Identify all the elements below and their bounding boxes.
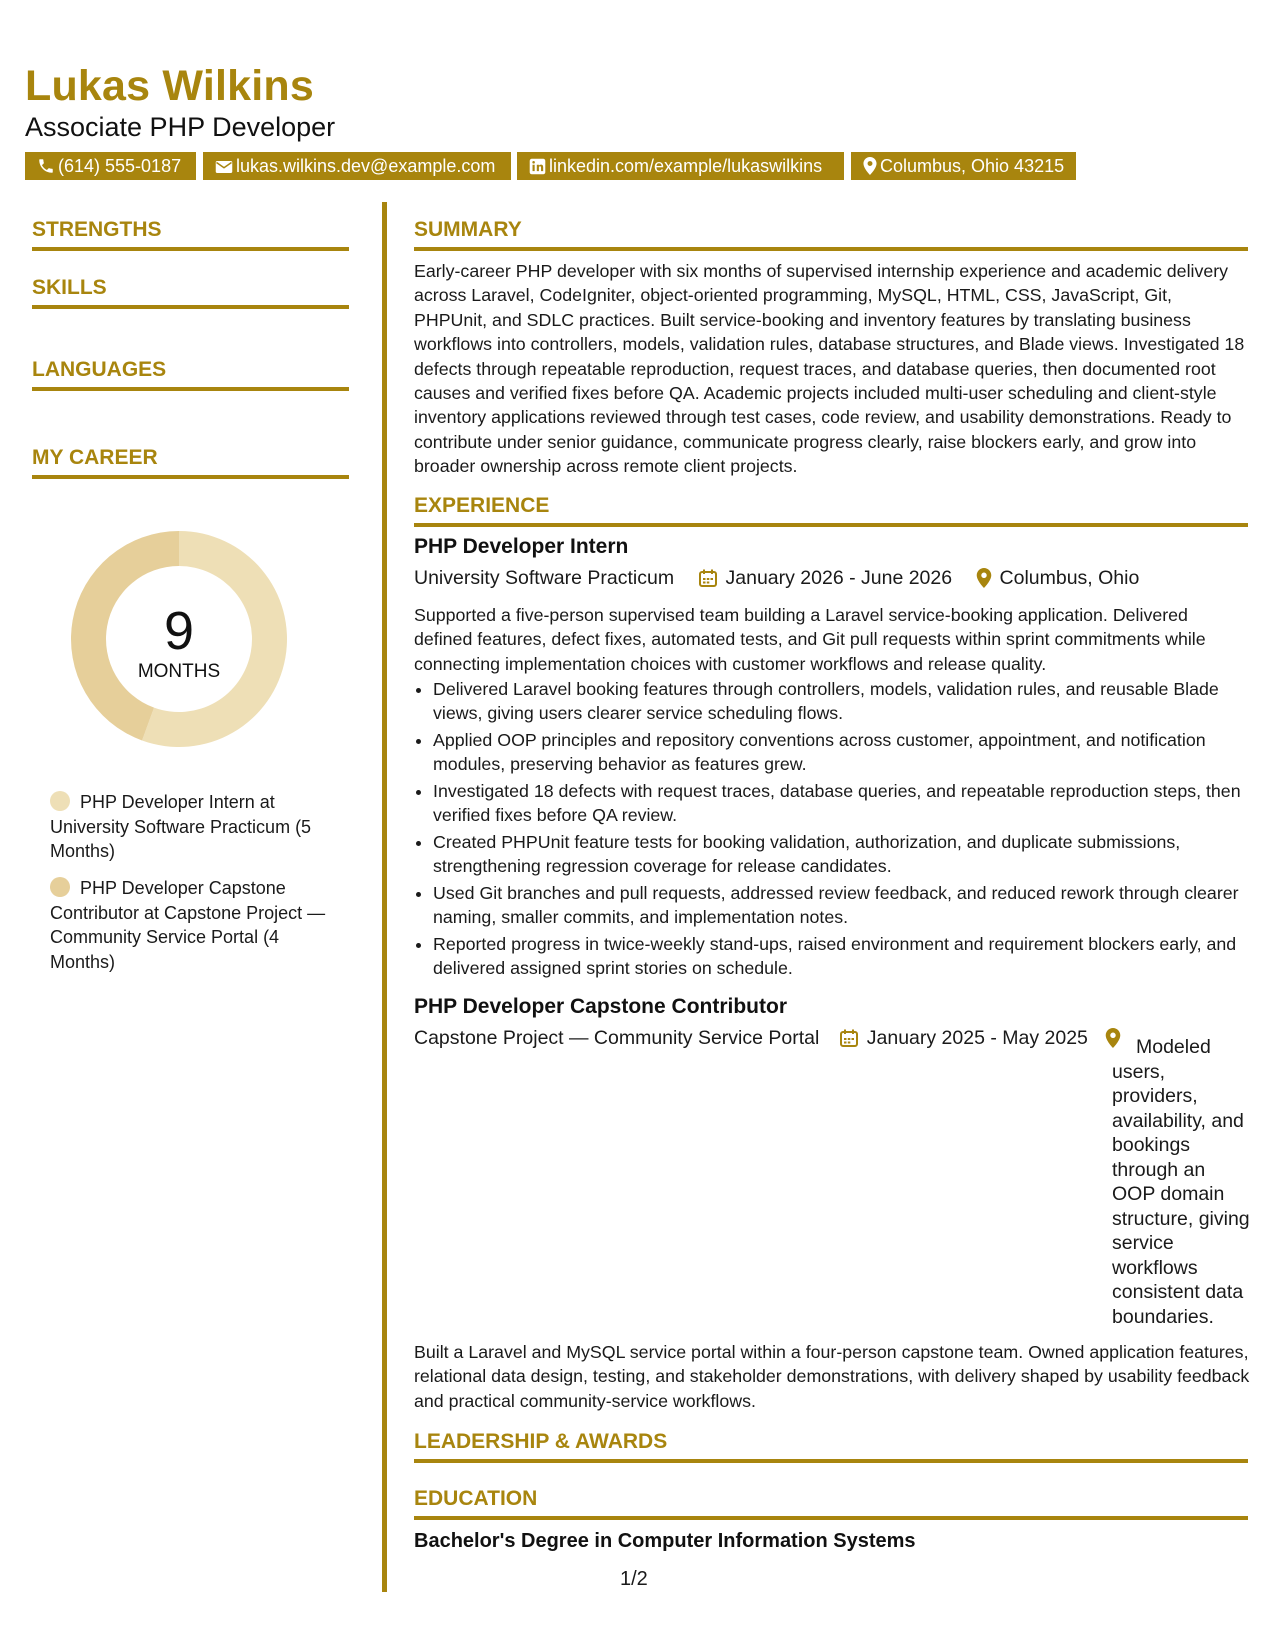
- strengths-heading: STRENGTHS: [32, 218, 349, 251]
- summary-heading: SUMMARY: [414, 218, 1248, 251]
- location-text: Columbus, Ohio 43215: [880, 156, 1065, 176]
- career-heading: MY CAREER: [32, 446, 349, 479]
- job-bullet: • Created PHPUnit feature tests for booking validation, authorization, and duplicate submissions, strengthening regression coverage for release candidates.: [433, 830, 1269, 878]
- job-bullet: • Applied OOP principles and repository conventions across customer, appointment, and notification modules, preserving behavior as features grew.: [433, 728, 1269, 776]
- contact-email[interactable]: [203, 152, 511, 180]
- job-location: Columbus, Ohio: [999, 567, 1140, 589]
- job-bullet: • Reported progress in twice-weekly stand-ups, raised environment and requirement blockers early, and delivered assigned sprint stories on schedule.: [433, 932, 1269, 980]
- linkedin-text: linkedin.com/example/lukaswilkins: [549, 156, 823, 176]
- job-org: University Software Practicum: [414, 567, 675, 589]
- job-title: PHP Developer Capstone Contributor: [414, 995, 787, 1018]
- contact-phone[interactable]: [25, 152, 196, 180]
- education-degree: Bachelor's Degree in Computer Information Systems: [414, 1530, 916, 1552]
- candidate-name: Lukas Wilkins: [25, 62, 314, 110]
- legend-swatch: [50, 877, 70, 897]
- job-title: PHP Developer Intern: [414, 535, 629, 558]
- job-bullet: • Used Git branches and pull requests, addressed review feedback, and reduced rework through clearer naming, smaller commits, and implementation notes.: [433, 881, 1269, 929]
- career-total-value: 9: [163, 601, 195, 661]
- job-dates: January 2026 - June 2026: [725, 567, 953, 589]
- job-meta: [414, 567, 1139, 590]
- job-bullet: • Delivered Laravel booking features through controllers, models, validation rules, and reusable Blade views, giving users clearer service scheduling flows.: [433, 677, 1269, 725]
- email-text: lukas.wilkins.dev@example.com: [236, 156, 496, 176]
- languages-heading: LANGUAGES: [32, 358, 349, 391]
- map-pin-icon: [863, 157, 877, 175]
- map-pin-icon: [976, 568, 992, 588]
- envelope-icon: [215, 159, 233, 175]
- donut-segment-2: [71, 531, 179, 740]
- experience-heading: EXPERIENCE: [414, 494, 1248, 527]
- contact-location[interactable]: [851, 152, 1076, 180]
- career-donut-chart: [65, 525, 293, 753]
- career-legend-item: [50, 876, 330, 974]
- linkedin-icon: [529, 158, 546, 175]
- phone-text: (614) 555-0187: [58, 156, 182, 176]
- education-heading: EDUCATION: [414, 1487, 1248, 1520]
- summary-text: Early-career PHP developer with six months of supervised internship experience and academic delivery across Laravel, CodeIgniter, object-oriented programming, MySQL, HTML, CSS, JavaScript, Git, PHPUnit, and SDLC practices. Built service-booking and inventory features by translating business workflows into controllers, models, validation rules, database structures, and Blade views. Investigated 18 defects through repeatable reproduction, request traces, and database queries, then documented root causes and verified fixes before QA. Academic projects included multi-user scheduling and client-style inventory applications reviewed through test cases, code review, and usability demonstrations. Ready to contribute under senior guidance, communicate progress clearly, raise blockers early, and grow into broader ownership across remote client projects.: [414, 261, 1245, 477]
- legend-label: PHP Developer Capstone Contributor at Capstone Project — Community Service Portal (4 Months): [50, 878, 326, 972]
- job-org: Capstone Project — Community Service Portal: [414, 1027, 820, 1049]
- job-description: Supported a five-person supervised team building a Laravel service-booking application. Delivered defined features, defect fixes, automated tests, and Git pull requests within sprint commitments while connecting implementation choices with customer workflows and release quality.: [414, 605, 1206, 674]
- leadership-heading: LEADERSHIP & AWARDS: [414, 1430, 1248, 1463]
- job-location: [1112, 1035, 1252, 1329]
- page-number: 1/2: [620, 1568, 648, 1590]
- contact-linkedin[interactable]: [517, 152, 844, 180]
- calendar-icon: [839, 1028, 859, 1048]
- column-divider: [382, 202, 387, 1592]
- job-meta: [414, 1027, 1121, 1050]
- calendar-icon: [698, 568, 718, 588]
- job-location-text: Modeled users, providers, availability, and bookings through an OOP domain structure, giving service workflows consistent data boundaries.: [1112, 1036, 1250, 1328]
- job-dates: January 2025 - May 2025: [866, 1027, 1088, 1049]
- job-bullet: • Investigated 18 defects with request traces, database queries, and repeatable reproduction steps, then verified fixes before QA review.: [433, 779, 1269, 827]
- job-description: Built a Laravel and MySQL service portal within a four-person capstone team. Owned application features, relational data design, testing, and stakeholder demonstrations, with delivery shaped by usability feedback and practical community-service workflows.: [414, 1342, 1250, 1411]
- career-legend-item: [50, 790, 330, 864]
- phone-icon: [37, 157, 55, 175]
- skills-heading: SKILLS: [32, 276, 349, 309]
- job-bullets: [414, 677, 1269, 983]
- legend-swatch: [50, 791, 70, 811]
- career-total-unit: MONTHS: [137, 661, 221, 682]
- legend-label: PHP Developer Intern at University Software Practicum (5 Months): [50, 792, 312, 861]
- candidate-title: Associate PHP Developer: [25, 112, 336, 142]
